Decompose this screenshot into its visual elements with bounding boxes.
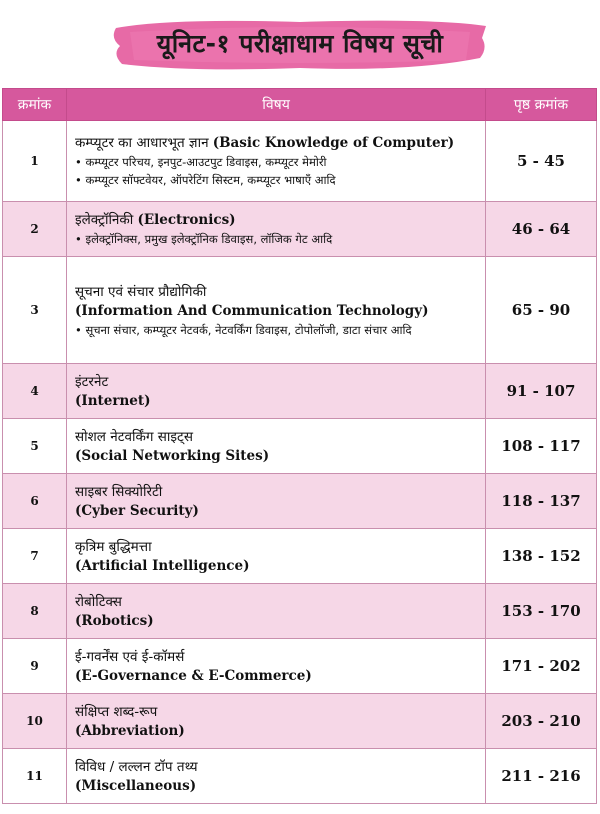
table-row <box>3 639 597 694</box>
row-subject <box>67 584 486 639</box>
subtopic-list <box>75 230 477 248</box>
table-row <box>3 474 597 529</box>
row-subject <box>67 749 486 804</box>
subject-hindi: साइबर सिक्योरिटी <box>75 483 163 500</box>
row-pages: 203 - 210 <box>486 694 597 749</box>
table-row <box>3 749 597 804</box>
row-pages: 153 - 170 <box>486 584 597 639</box>
subtopic-item: • कम्प्यूटर परिचय, इनपुट-आउटपुट डिवाइस, कम्प्यूटर मेमोरी <box>75 153 477 171</box>
table-row <box>3 694 597 749</box>
subject-english: (Miscellaneous) <box>75 777 197 794</box>
table-row <box>3 257 597 364</box>
page-title: यूनिट-१ परीक्षाधाम विषय सूची <box>156 29 444 58</box>
row-pages: 46 - 64 <box>486 202 597 257</box>
table-row <box>3 584 597 639</box>
row-pages: 171 - 202 <box>486 639 597 694</box>
row-pages: 211 - 216 <box>486 749 597 804</box>
subject-english: (Electronics) <box>137 212 236 228</box>
subtopic-list <box>75 153 477 189</box>
row-number: 3 <box>3 257 67 364</box>
row-number: 8 <box>3 584 67 639</box>
subject-english: (Abbreviation) <box>75 722 185 739</box>
subject-hindi: इंटरनेट <box>75 373 109 390</box>
row-number: 7 <box>3 529 67 584</box>
row-subject <box>67 202 486 257</box>
row-subject <box>67 529 486 584</box>
subtopic-list <box>75 321 477 339</box>
contents-table <box>2 88 597 804</box>
row-subject <box>67 474 486 529</box>
subject-english: (E-Governance & E-Commerce) <box>75 667 312 684</box>
subject-hindi: विविध / लल्लन टॉप तथ्य <box>75 758 198 775</box>
row-pages: 5 - 45 <box>486 121 597 202</box>
title-banner <box>110 14 490 76</box>
subject-english: (Basic Knowledge of Computer) <box>212 135 455 151</box>
row-number: 5 <box>3 419 67 474</box>
subject-hindi: संक्षिप्त शब्द-रूप <box>75 703 158 720</box>
subject-english: (Internet) <box>75 392 151 409</box>
header-pages: पृष्ठ क्रमांक <box>486 89 597 121</box>
subtopic-item: • कम्प्यूटर सॉफ्टवेयर, ऑपरेटिंग सिस्टम, कम्प्यूटर भाषाएँ आदि <box>75 171 477 189</box>
subtopic-item: • सूचना संचार, कम्प्यूटर नेटवर्क, नेटवर्किंग डिवाइस, टोपोलॉजी, डाटा संचार आदि <box>75 321 477 339</box>
row-subject <box>67 364 486 419</box>
table-row <box>3 202 597 257</box>
table-row <box>3 121 597 202</box>
row-pages: 91 - 107 <box>486 364 597 419</box>
header-serial: क्रमांक <box>3 89 67 121</box>
subject-hindi: कम्प्यूटर का आधारभूत ज्ञान <box>75 135 209 151</box>
subject-hindi: रोबोटिक्स <box>75 593 122 610</box>
subject-english: (Artificial Intelligence) <box>75 557 250 574</box>
table-header-row <box>3 89 597 121</box>
row-pages: 118 - 137 <box>486 474 597 529</box>
subject-english: (Cyber Security) <box>75 502 199 519</box>
row-pages: 65 - 90 <box>486 257 597 364</box>
row-number: 2 <box>3 202 67 257</box>
subject-hindi: कृत्रिम बुद्धिमत्ता <box>75 538 152 555</box>
subject-hindi: सोशल नेटवर्किंग साइट्स <box>75 428 193 445</box>
subject-english: (Social Networking Sites) <box>75 447 270 464</box>
row-number: 10 <box>3 694 67 749</box>
row-subject <box>67 257 486 364</box>
row-subject <box>67 694 486 749</box>
row-subject <box>67 121 486 202</box>
row-number: 9 <box>3 639 67 694</box>
row-pages: 108 - 117 <box>486 419 597 474</box>
row-pages: 138 - 152 <box>486 529 597 584</box>
row-number: 4 <box>3 364 67 419</box>
table-row <box>3 364 597 419</box>
row-number: 1 <box>3 121 67 202</box>
subject-english: (Robotics) <box>75 612 154 629</box>
subject-hindi: सूचना एवं संचार प्रौद्योगिकी <box>75 283 207 300</box>
subject-hindi: इलेक्ट्रॉनिकी <box>75 212 134 228</box>
subject-hindi: ई-गवर्नेंस एवं ई-कॉमर्स <box>75 648 185 665</box>
row-subject <box>67 419 486 474</box>
table-row <box>3 419 597 474</box>
subject-english: (Information And Communication Technology) <box>75 302 429 319</box>
row-number: 6 <box>3 474 67 529</box>
row-subject <box>67 639 486 694</box>
table-row <box>3 529 597 584</box>
header-subject: विषय <box>67 89 486 121</box>
subtopic-item: • इलेक्ट्रॉनिक्स, प्रमुख इलेक्ट्रॉनिक डिवाइस, लॉजिक गेट आदि <box>75 230 477 248</box>
row-number: 11 <box>3 749 67 804</box>
